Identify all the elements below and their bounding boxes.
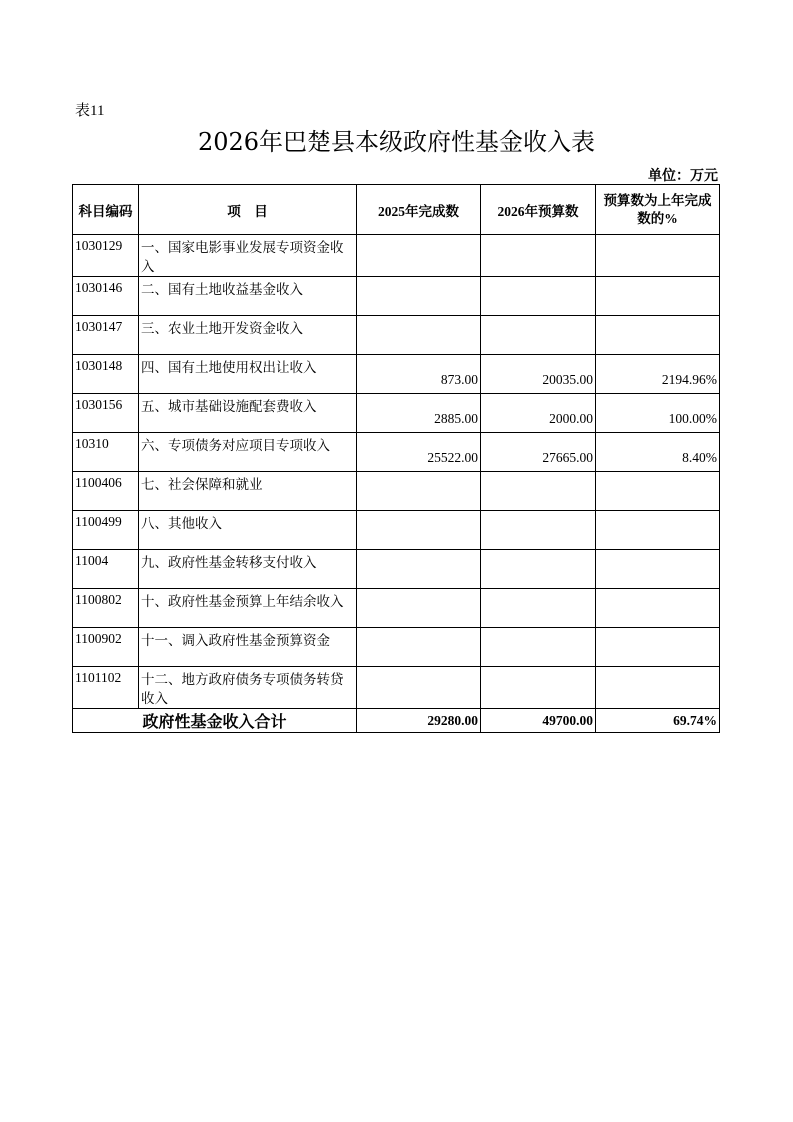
row-percent bbox=[596, 550, 720, 589]
row-budget: 27665.00 bbox=[481, 433, 596, 472]
row-item: 六、专项债务对应项目专项收入 bbox=[139, 433, 357, 472]
row-item: 三、农业土地开发资金收入 bbox=[139, 316, 357, 355]
row-code: 1101102 bbox=[73, 667, 139, 709]
table-row bbox=[73, 355, 720, 394]
row-budget bbox=[481, 550, 596, 589]
row-budget bbox=[481, 235, 596, 277]
row-prev-actual bbox=[357, 589, 481, 628]
row-percent bbox=[596, 628, 720, 667]
row-code: 11004 bbox=[73, 550, 139, 589]
row-budget bbox=[481, 316, 596, 355]
row-budget bbox=[481, 277, 596, 316]
header-code: 科目编码 bbox=[73, 185, 139, 235]
row-code: 1030147 bbox=[73, 316, 139, 355]
row-prev-actual bbox=[357, 550, 481, 589]
row-budget bbox=[481, 511, 596, 550]
header-row bbox=[73, 185, 720, 235]
row-item: 八、其他收入 bbox=[139, 511, 357, 550]
row-prev-actual bbox=[357, 667, 481, 709]
row-code: 1030148 bbox=[73, 355, 139, 394]
row-item: 七、社会保障和就业 bbox=[139, 472, 357, 511]
total-prev-actual: 29280.00 bbox=[357, 709, 481, 733]
row-percent: 100.00% bbox=[596, 394, 720, 433]
table-row bbox=[73, 550, 720, 589]
table-row bbox=[73, 433, 720, 472]
row-code: 1100499 bbox=[73, 511, 139, 550]
row-item: 十、政府性基金预算上年结余收入 bbox=[139, 589, 357, 628]
unit-label: 单位：万元 bbox=[648, 169, 718, 184]
total-budget: 49700.00 bbox=[481, 709, 596, 733]
row-item: 一、国家电影事业发展专项资金收入 bbox=[139, 235, 357, 277]
row-code: 10310 bbox=[73, 433, 139, 472]
row-code: 1030129 bbox=[73, 235, 139, 277]
row-percent: 8.40% bbox=[596, 433, 720, 472]
row-prev-actual bbox=[357, 511, 481, 550]
row-code: 1030146 bbox=[73, 277, 139, 316]
table-row bbox=[73, 394, 720, 433]
table-number: 表11 bbox=[75, 103, 105, 119]
table-row bbox=[73, 277, 720, 316]
header-percent: 预算数为上年完成数的% bbox=[596, 185, 720, 235]
row-prev-actual bbox=[357, 277, 481, 316]
row-budget bbox=[481, 628, 596, 667]
row-percent bbox=[596, 472, 720, 511]
row-prev-actual: 873.00 bbox=[357, 355, 481, 394]
row-percent bbox=[596, 277, 720, 316]
row-budget bbox=[481, 472, 596, 511]
header-budget: 2026年预算数 bbox=[481, 185, 596, 235]
row-percent bbox=[596, 316, 720, 355]
row-budget bbox=[481, 589, 596, 628]
total-label: 政府性基金收入合计 bbox=[73, 709, 357, 733]
row-code: 1030156 bbox=[73, 394, 139, 433]
row-item: 十二、地方政府债务专项债务转贷收入 bbox=[139, 667, 357, 709]
row-item: 十一、调入政府性基金预算资金 bbox=[139, 628, 357, 667]
page-title: 2026年巴楚县本级政府性基金收入表 bbox=[197, 128, 596, 156]
row-code: 1100802 bbox=[73, 589, 139, 628]
table-row bbox=[73, 628, 720, 667]
row-budget: 2000.00 bbox=[481, 394, 596, 433]
row-prev-actual bbox=[357, 628, 481, 667]
row-prev-actual: 25522.00 bbox=[357, 433, 481, 472]
row-percent: 2194.96% bbox=[596, 355, 720, 394]
header-prev-actual: 2025年完成数 bbox=[357, 185, 481, 235]
table-row bbox=[73, 589, 720, 628]
table-row bbox=[73, 316, 720, 355]
header-item: 项 目 bbox=[139, 185, 357, 235]
table-row bbox=[73, 235, 720, 277]
row-item: 二、国有土地收益基金收入 bbox=[139, 277, 357, 316]
table-row bbox=[73, 667, 720, 709]
row-prev-actual bbox=[357, 472, 481, 511]
row-percent bbox=[596, 667, 720, 709]
row-budget: 20035.00 bbox=[481, 355, 596, 394]
row-percent bbox=[596, 589, 720, 628]
row-budget bbox=[481, 667, 596, 709]
total-percent: 69.74% bbox=[596, 709, 720, 733]
row-code: 1100406 bbox=[73, 472, 139, 511]
row-percent bbox=[596, 511, 720, 550]
table-row bbox=[73, 472, 720, 511]
fund-revenue-table bbox=[72, 184, 720, 733]
row-code: 1100902 bbox=[73, 628, 139, 667]
table-row bbox=[73, 511, 720, 550]
row-item: 四、国有土地使用权出让收入 bbox=[139, 355, 357, 394]
row-percent bbox=[596, 235, 720, 277]
row-prev-actual bbox=[357, 316, 481, 355]
total-row bbox=[73, 709, 720, 733]
row-item: 九、政府性基金转移支付收入 bbox=[139, 550, 357, 589]
row-prev-actual bbox=[357, 235, 481, 277]
row-prev-actual: 2885.00 bbox=[357, 394, 481, 433]
row-item: 五、城市基础设施配套费收入 bbox=[139, 394, 357, 433]
